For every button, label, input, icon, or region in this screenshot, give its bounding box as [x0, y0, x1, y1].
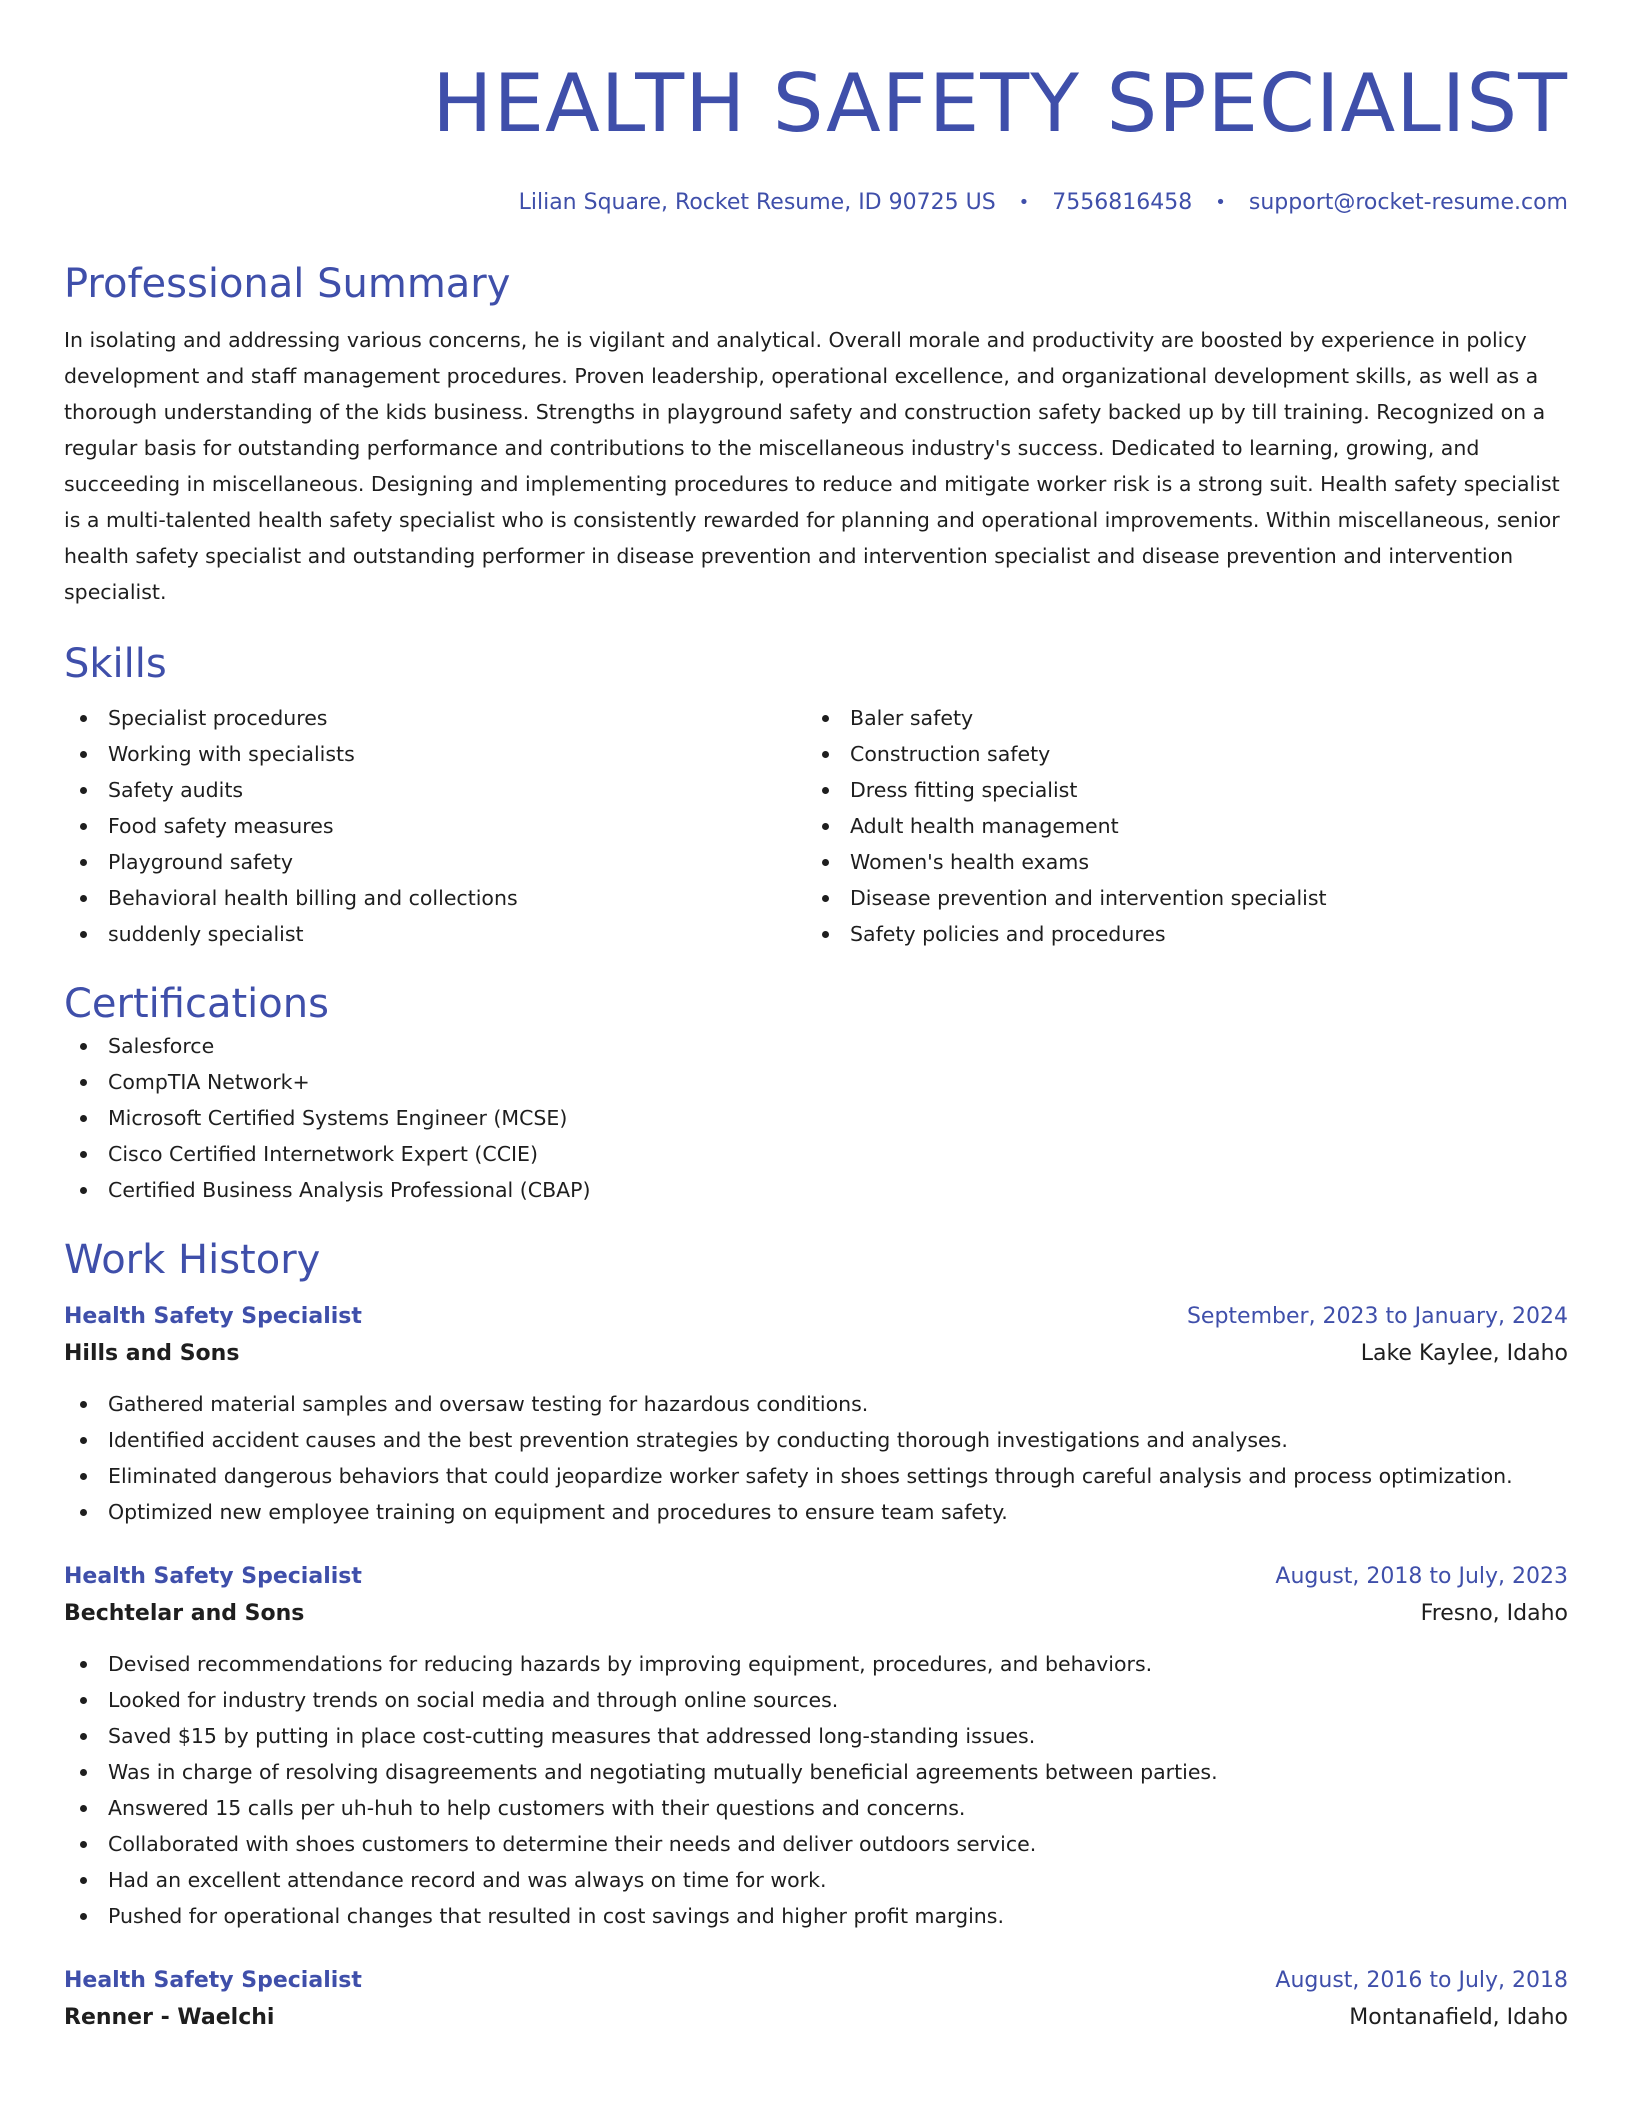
skill-item: Playground safety	[64, 844, 806, 880]
skill-item: Baler safety	[806, 700, 1548, 736]
skills-column-left	[64, 700, 806, 952]
job-company-row	[64, 1594, 1568, 1634]
certifications-heading: Certifications	[64, 981, 329, 1027]
job-bullets	[64, 1386, 1568, 1530]
job-bullet: Looked for industry trends on social media and through online sources.	[64, 1682, 1568, 1718]
job-bullet: Was in charge of resolving disagreements and negotiating mutually beneficial agreements between parties.	[64, 1754, 1568, 1790]
skills-list-right	[806, 700, 1548, 952]
job-header-row	[64, 1964, 1568, 1998]
skills-columns	[64, 700, 1568, 952]
job-title: Health Safety Specialist	[64, 1968, 362, 1993]
job-bullet: Identified accident causes and the best prevention strategies by conducting thorough investigations and analyses.	[64, 1422, 1568, 1458]
job-header-row	[64, 1560, 1568, 1594]
job-location: Fresno, Idaho	[1420, 1601, 1568, 1626]
skill-item: Safety policies and procedures	[806, 916, 1548, 952]
job-entry	[64, 1560, 1568, 1934]
skill-item: Behavioral health billing and collections	[64, 880, 806, 916]
certification-item: Cisco Certified Internetwork Expert (CCIE)	[64, 1136, 1568, 1172]
skill-item: Specialist procedures	[64, 700, 806, 736]
skill-item: Disease prevention and intervention specialist	[806, 880, 1548, 916]
job-dates: August, 2016 to July, 2018	[1275, 1968, 1568, 1993]
job-title: Health Safety Specialist	[64, 1304, 362, 1329]
skill-item: Construction safety	[806, 736, 1548, 772]
job-bullets	[64, 1646, 1568, 1934]
job-entry	[64, 1964, 1568, 2038]
job-location: Montanafield, Idaho	[1349, 2005, 1568, 2030]
job-bullet: Eliminated dangerous behaviors that could jeopardize worker safety in shoes settings through careful analysis and process optimization.	[64, 1458, 1568, 1494]
contact-line	[64, 188, 1568, 218]
job-company-row	[64, 1334, 1568, 1374]
contact-email: support@rocket-resume.com	[1248, 190, 1568, 215]
certification-item: Microsoft Certified Systems Engineer (MCSE)	[64, 1100, 1568, 1136]
skills-list-left	[64, 700, 806, 952]
summary-heading: Professional Summary	[64, 261, 511, 307]
resume-page	[64, 0, 1568, 2038]
skill-item: Adult health management	[806, 808, 1548, 844]
skill-item: Women's health exams	[806, 844, 1548, 880]
skill-item: Working with specialists	[64, 736, 806, 772]
job-header-row	[64, 1300, 1568, 1334]
job-bullet: Collaborated with shoes customers to determine their needs and deliver outdoors service.	[64, 1826, 1568, 1862]
job-title: Health Safety Specialist	[64, 1564, 362, 1589]
job-bullet: Gathered material samples and oversaw testing for hazardous conditions.	[64, 1386, 1568, 1422]
skills-heading: Skills	[64, 641, 167, 687]
job-company-row	[64, 1998, 1568, 2038]
job-company: Renner - Waelchi	[64, 2005, 275, 2030]
skills-column-right	[806, 700, 1548, 952]
job-bullet: Saved $15 by putting in place cost-cutting measures that addressed long-standing issues.	[64, 1718, 1568, 1754]
certifications-list	[64, 1028, 1568, 1208]
job-company: Bechtelar and Sons	[64, 1601, 305, 1626]
work-history-heading: Work History	[64, 1237, 321, 1283]
certification-item: Certified Business Analysis Professional (CBAP)	[64, 1172, 1568, 1208]
skill-item: Safety audits	[64, 772, 806, 808]
job-location: Lake Kaylee, Idaho	[1360, 1341, 1568, 1366]
job-bullet: Pushed for operational changes that resulted in cost savings and higher profit margins.	[64, 1898, 1568, 1934]
contact-phone: 7556816458	[1052, 190, 1193, 215]
skill-item: Food safety measures	[64, 808, 806, 844]
job-dates: September, 2023 to January, 2024	[1186, 1304, 1568, 1329]
job-bullet: Answered 15 calls per uh-huh to help customers with their questions and concerns.	[64, 1790, 1568, 1826]
job-entry	[64, 1300, 1568, 1530]
job-company: Hills and Sons	[64, 1341, 240, 1366]
separator-dot: •	[1215, 192, 1226, 213]
job-bullet: Had an excellent attendance record and was always on time for work.	[64, 1862, 1568, 1898]
certification-item: Salesforce	[64, 1028, 1568, 1064]
skill-item: Dress fitting specialist	[806, 772, 1548, 808]
candidate-name: HEALTH SAFETY SPECIALIST	[432, 57, 1568, 150]
job-bullet: Optimized new employee training on equipment and procedures to ensure team safety.	[64, 1494, 1568, 1530]
summary-text: In isolating and addressing various concerns, he is vigilant and analytical. Overall morale and productivity are boosted by experience in policy development and staff management procedures. Proven leadership, operational excellence, and organizational development skills, as well as a thorough understanding of the kids business. Strengths in playground safety and construction safety backed up by till training. Recognized on a regular basis for outstanding performance and contributions to the miscellaneous industry's success. Dedicated to learning, growing, and succeeding in miscellaneous. Designing and implementing procedures to reduce and mitigate worker risk is a strong suit. Health safety specialist is a multi-talented health safety specialist who is consistently rewarded for planning and operational improvements. Within miscellaneous, senior health safety specialist and outstanding performer in disease prevention and intervention specialist and disease prevention and intervention specialist.	[64, 328, 1560, 604]
contact-address: Lilian Square, Rocket Resume, ID 90725 US	[518, 190, 996, 215]
job-bullet: Devised recommendations for reducing hazards by improving equipment, procedures, and behaviors.	[64, 1646, 1568, 1682]
certification-item: CompTIA Network+	[64, 1064, 1568, 1100]
job-dates: August, 2018 to July, 2023	[1275, 1564, 1568, 1589]
skill-item: suddenly specialist	[64, 916, 806, 952]
separator-dot: •	[1018, 192, 1030, 213]
